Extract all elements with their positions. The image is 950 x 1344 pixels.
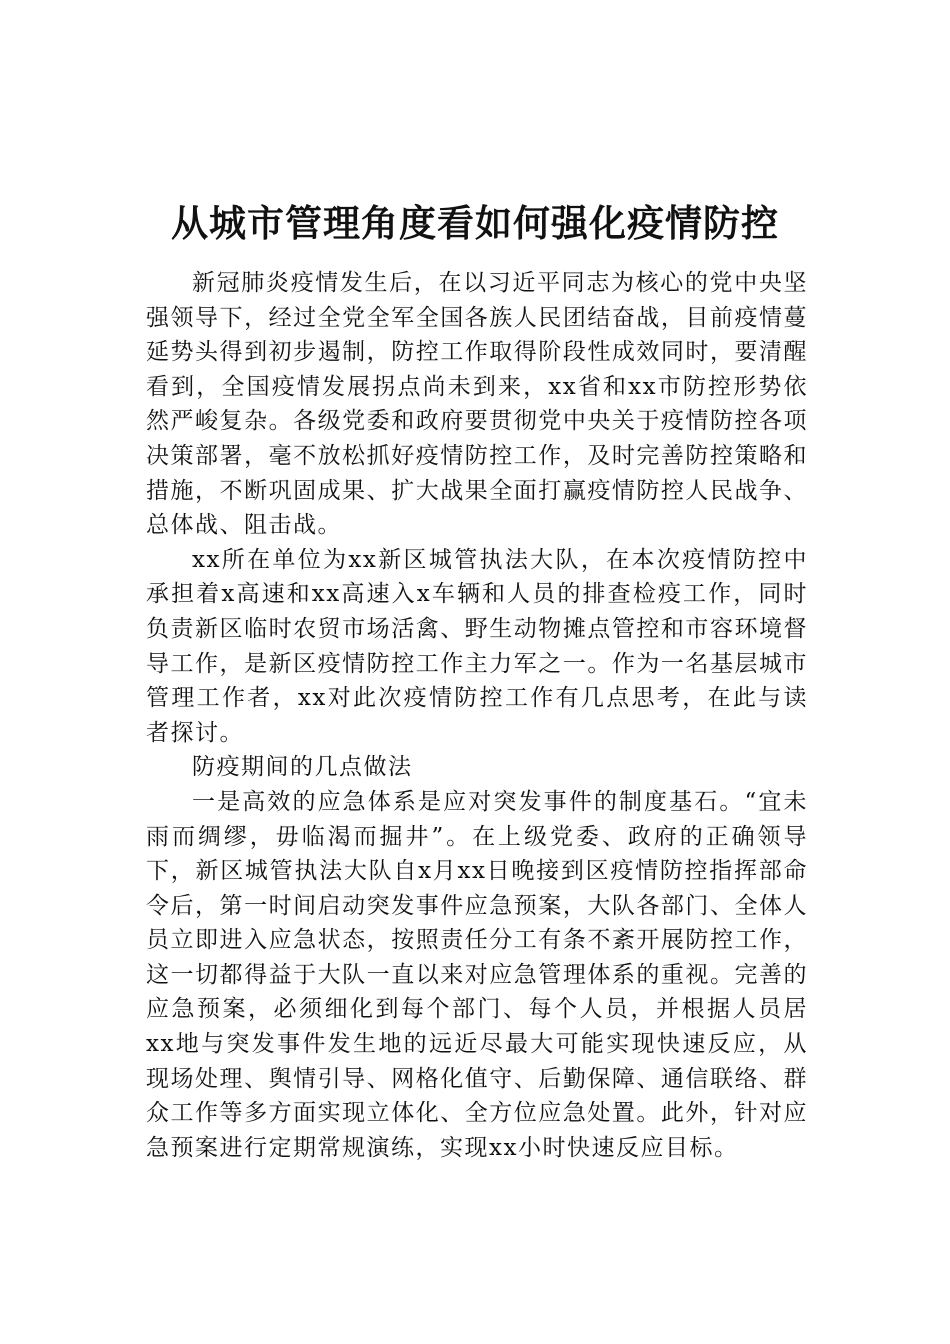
- section-heading: 防疫期间的几点做法: [192, 754, 413, 781]
- document-title: 从城市管理角度看如何强化疫情防控: [171, 200, 779, 245]
- paragraph-intro: 新冠肺炎疫情发生后，在以习近平同志为核心的党中央坚强领导下，经过全党全军全国各族人民团结奋战，目前疫情蔓延势头得到初步遏制，防控工作取得阶段性成效同时，要清醒看到，全国疫情发展拐点尚未到来，xx省和xx市防控形势依然严峻复杂。各级党委和政府要贯彻党中央关于疫情防控各项决策部署，毫不放松抓好疫情防控工作，及时完善防控策略和措施，不断巩固成果、扩大战果全面打赢疫情防控人民战争、总体战、阻击战。: [146, 270, 808, 539]
- document-body: [146, 266, 808, 1165]
- paragraph-emergency-system: 一是高效的应急体系是应对突发事件的制度基石。“宜未雨而绸缪，毋临渴而掘井”。在上级党委、政府的正确领导下，新区城管执法大队自x月xx日晚接到区疫情防控指挥部命令后，第一时间启动突发事件应急预案，大队各部门、全体人员立即进入应急状态，按照责任分工有条不紊开展防控工作，这一切都得益于大队一直以来对应急管理体系的重视。完善的应急预案，必须细化到每个部门、每个人员，并根据人员居xx地与突发事件发生地的远近尽最大可能实现快速反应，从现场处理、舆情引导、网格化值守、后勤保障、通信联络、群众工作等多方面实现立体化、全方位应急处置。此外，针对应急预案进行定期常规演练，实现xx小时快速反应目标。: [146, 788, 808, 1161]
- paragraph-unit-background: xx所在单位为xx新区城管执法大队，在本次疫情防控中承担着x高速和xx高速入x车辆和人员的排查检疫工作，同时负责新区临时农贸市场活禽、野生动物摊点管控和市容环境督导工作，是新区疫情防控工作主力军之一。作为一名基层城市管理工作者，xx对此次疫情防控工作有几点思考，在此与读者探讨。: [146, 546, 808, 746]
